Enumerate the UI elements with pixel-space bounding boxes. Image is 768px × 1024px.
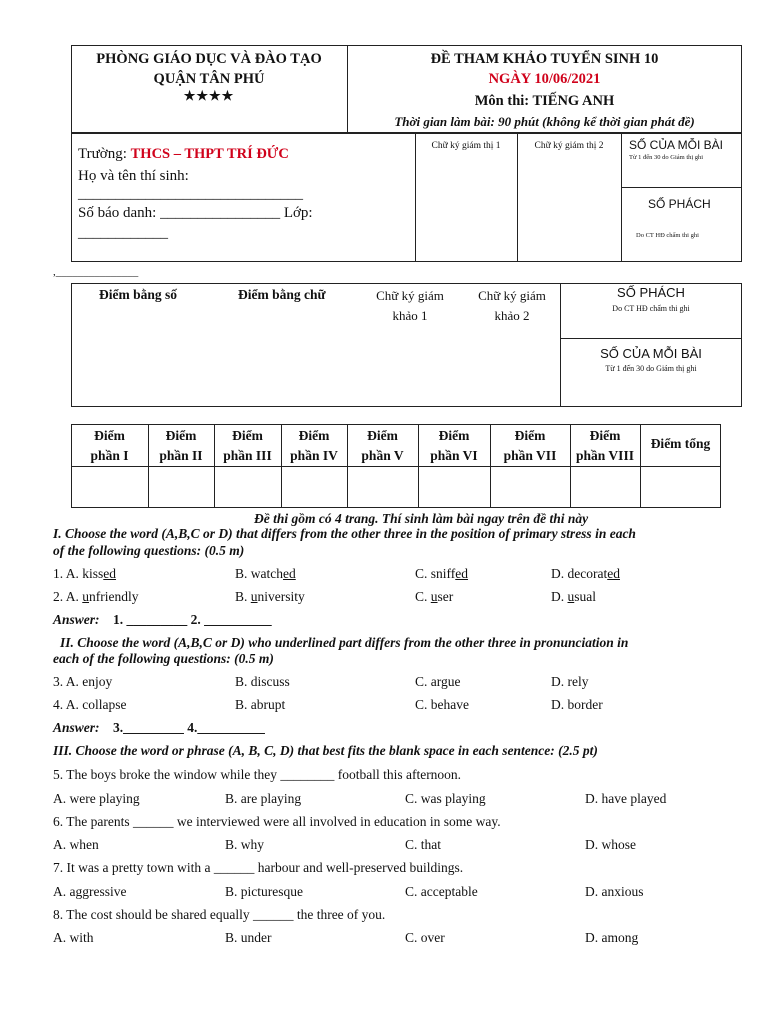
question-8-option-d[interactable]: D. among [585,930,639,945]
divider [621,187,742,188]
score-header-part-5: Điểm phần V [361,428,404,463]
question-8-option-b[interactable]: B. under [225,930,272,945]
divider [621,133,622,262]
section-3-title: III. Choose the word or phrase (A, B, C, D) that best fits the blank space in each sentence: (2.5 pt) [53,743,598,758]
question-6-option-a[interactable]: A. when [53,837,99,852]
answer-line-2[interactable]: Answer: 3._________ 4.__________ [53,720,265,735]
score-header-part-4: Điểm phần IV [290,428,338,463]
score-in-numbers: Điểm bằng số [99,287,178,302]
cut-line: ,_______________ [53,266,139,278]
section-1-title: I. Choose the word (A,B,C or D) that differs from the other three in the position of primary stress in each [53,526,636,541]
score-header-part-1: Điểm phần I [90,428,129,463]
section-2-title: II. Choose the word (A,B,C or D) who underlined part differs from the other three in pronunciation in [60,635,629,650]
question-7-option-d[interactable]: D. anxious [585,884,644,899]
question-1-option-c[interactable]: C. sniffed [415,566,469,581]
question-6-option-d[interactable]: D. whose [585,837,636,852]
examiner-signature-1: Chữ ký giám khảo 1 [376,288,444,323]
candidate-number-label: Số báo danh: ________________ Lớp: [78,205,313,221]
student-name-label: Họ và tên thí sinh: [78,168,189,184]
school-name: THCS – THPT TRÍ ĐỨC [130,146,289,162]
question-4-option-a[interactable]: 4. A. collapse [53,697,127,712]
question-5-option-d[interactable]: D. have played [585,791,667,806]
grading-secret-code: SỐ PHÁCH [617,285,685,300]
score-in-words: Điểm bằng chữ [238,287,326,302]
question-2-option-d[interactable]: D. usual [551,589,596,604]
secret-code-title: SỐ PHÁCH [648,197,711,211]
exam-title: ĐỀ THAM KHẢO TUYỂN SINH 10 [430,51,659,67]
section-2-title-cont: each of the following questions: (0.5 m) [53,651,274,666]
question-1-option-d[interactable]: D. decorated [551,566,620,581]
section-1-title-cont: of the following questions: (0.5 m) [53,543,245,558]
class-line[interactable]: ____________ [78,225,168,241]
supervisor-signature-2: Chữ ký giám thị 2 [534,141,604,151]
exam-subject: Môn thi: TIẾNG ANH [474,93,615,109]
question-5-option-c[interactable]: C. was playing [405,791,486,806]
question-7-option-c[interactable]: C. acceptable [405,884,478,899]
question-2-option-c[interactable]: C. user [415,589,454,604]
question-4-option-b[interactable]: B. abrupt [235,697,286,712]
examiner-signature-2: Chữ ký giám khảo 2 [478,288,546,323]
grading-paper-number: SỐ CỦA MỖI BÀI [600,346,702,361]
score-header-part-7: Điểm phần VII [503,428,557,463]
divider [560,338,742,339]
divider [71,466,721,467]
grading-secret-note: Do CT HĐ chấm thi ghi [612,304,690,313]
grading-paper-note: Từ 1 đến 30 do Giám thị ghi [605,364,697,373]
question-3-option-c[interactable]: C. argue [415,674,461,689]
score-header-part-2: Điểm phần II [159,428,203,463]
question-2: 2. A. unfriendly [53,589,139,604]
exam-notice: Đề thi gồm có 4 trang. Thí sinh làm bài ngay trên đề thi này [254,511,589,526]
stars-decoration: ★★★★ [183,88,235,103]
question-6-option-b[interactable]: B. why [225,837,265,852]
question-3-option-b[interactable]: B. discuss [235,674,290,689]
question-8-stem: 8. The cost should be shared equally ______ the three of you. [53,907,386,922]
student-name-line[interactable]: ______________________________ [78,186,303,202]
question-5-option-a[interactable]: A. were playing [53,791,140,806]
district-name: QUẬN TÂN PHÚ [153,71,265,87]
score-header-part-3: Điểm phần III [223,428,272,463]
question-6-stem: 6. The parents ______ we interviewed were all involved in education in some way. [53,814,501,829]
score-header-total: Điểm tổng [650,436,711,451]
question-5-option-b[interactable]: B. are playing [225,791,302,806]
answer-line-1[interactable]: Answer: 1. _________ 2. __________ [53,612,272,627]
paper-number-note: Từ 1 đến 30 do Giám thị ghi [629,154,704,161]
exam-date: NGÀY 10/06/2021 [488,71,601,87]
paper-number-title: SỐ CỦA MỖI BÀI [629,138,724,152]
question-8-option-c[interactable]: C. over [405,930,445,945]
question-7-option-b[interactable]: B. picturesque [225,884,303,899]
department-name: PHÒNG GIÁO DỤC VÀ ĐÀO TẠO [96,51,322,67]
question-7-option-a[interactable]: A. aggressive [53,884,127,899]
divider [517,133,518,262]
exam-time: Thời gian làm bài: 90 phút (không kể thời gian phát đề) [394,114,695,129]
supervisor-signature-1: Chữ ký giám thị 1 [431,141,501,151]
question-4-option-c[interactable]: C. behave [415,697,469,712]
score-header-part-6: Điểm phần VI [430,428,478,463]
question-1-option-b[interactable]: B. watched [235,566,296,581]
question-8-option-a[interactable]: A. with [53,930,94,945]
divider [415,133,416,262]
secret-code-note: Do CT HĐ chấm thi ghi [636,232,699,239]
score-header-part-8: Điểm phần VIII [576,428,634,463]
question-3-option-a[interactable]: 3. A. enjoy [53,674,113,689]
school-label: Trường: THCS – THPT TRÍ ĐỨC [78,146,289,162]
question-5-stem: 5. The boys broke the window while they ________ football this afternoon. [53,767,462,782]
question-3-option-d[interactable]: D. rely [551,674,589,689]
question-1: 1. A. kissed [53,566,117,581]
question-6-option-c[interactable]: C. that [405,837,441,852]
question-7-stem: 7. It was a pretty town with a ______ harbour and well-preserved buildings. [53,860,464,875]
question-2-option-b[interactable]: B. university [235,589,305,604]
question-4-option-d[interactable]: D. border [551,697,603,712]
